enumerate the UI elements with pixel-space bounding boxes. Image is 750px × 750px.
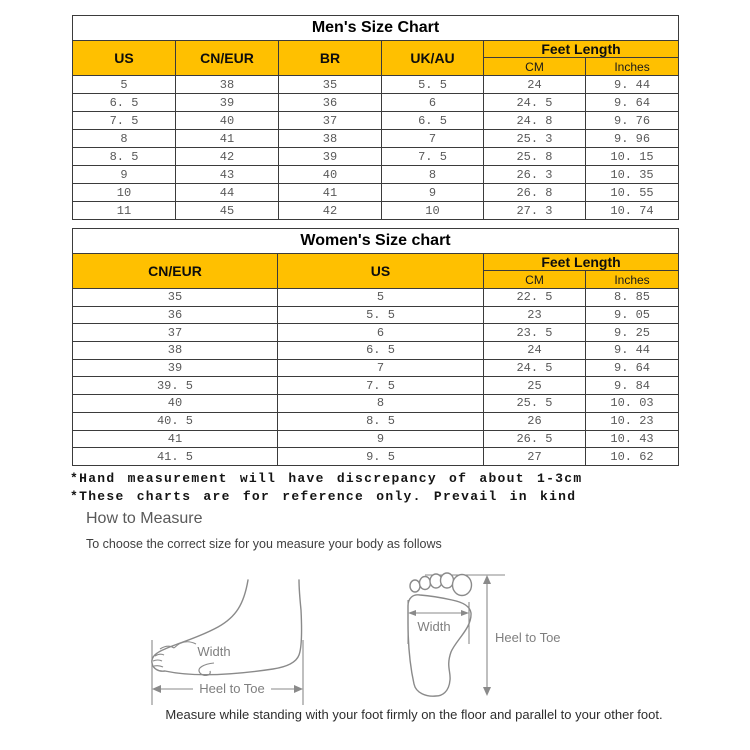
table-cell: 7. 5 bbox=[278, 377, 484, 395]
table-cell: 8 bbox=[73, 130, 176, 148]
womens-col-us: US bbox=[278, 254, 484, 289]
table-row bbox=[73, 76, 679, 94]
table-cell: 11 bbox=[73, 202, 176, 220]
table-cell: 5 bbox=[278, 289, 484, 307]
table-row bbox=[73, 130, 679, 148]
table-cell: 26. 5 bbox=[484, 430, 586, 448]
table-cell: 41 bbox=[176, 130, 279, 148]
mens-table-body bbox=[73, 76, 679, 220]
table-cell: 8. 5 bbox=[73, 148, 176, 166]
mens-col-cm: CM bbox=[484, 58, 586, 76]
womens-chart-title: Women's Size chart bbox=[73, 229, 679, 254]
womens-col-cn-eur: CN/EUR bbox=[73, 254, 278, 289]
mens-size-table bbox=[72, 15, 679, 220]
side-width-label: Width bbox=[197, 644, 231, 659]
side-heel-to-toe-label: Heel to Toe bbox=[199, 681, 265, 696]
table-cell: 39 bbox=[279, 148, 382, 166]
table-cell: 10. 15 bbox=[586, 148, 679, 166]
foot-sole-outline-icon bbox=[408, 595, 471, 696]
table-cell: 38 bbox=[73, 342, 278, 360]
arrowhead-right-icon bbox=[294, 685, 303, 693]
table-cell: 24 bbox=[484, 342, 586, 360]
table-cell: 8. 85 bbox=[586, 289, 679, 307]
table-cell: 25. 8 bbox=[484, 148, 586, 166]
mens-col-inches: Inches bbox=[586, 58, 679, 76]
table-cell: 24. 8 bbox=[484, 112, 586, 130]
table-row bbox=[73, 412, 679, 430]
table-cell: 26. 8 bbox=[484, 184, 586, 202]
notes-block bbox=[70, 470, 582, 506]
table-cell: 9 bbox=[278, 430, 484, 448]
sole-heel-to-toe-label: Heel to Toe bbox=[495, 630, 561, 645]
sole-arrowhead-top-icon bbox=[483, 575, 491, 584]
table-cell: 41 bbox=[73, 430, 278, 448]
table-cell: 39 bbox=[176, 94, 279, 112]
sole-arrowhead-bottom-icon bbox=[483, 687, 491, 696]
table-cell: 38 bbox=[279, 130, 382, 148]
womens-col-feet-length: Feet Length bbox=[484, 254, 679, 271]
table-cell: 25. 5 bbox=[484, 395, 586, 413]
table-cell: 10 bbox=[73, 184, 176, 202]
table-cell: 39 bbox=[73, 359, 278, 377]
table-cell: 10. 55 bbox=[586, 184, 679, 202]
table-cell: 25 bbox=[484, 377, 586, 395]
instep-arc-icon bbox=[174, 642, 196, 648]
table-cell: 6 bbox=[278, 324, 484, 342]
table-row bbox=[73, 112, 679, 130]
table-row bbox=[73, 324, 679, 342]
table-row bbox=[73, 184, 679, 202]
note-reference-only: *These charts are for reference only. Prevail in kind bbox=[70, 489, 577, 504]
table-row bbox=[73, 202, 679, 220]
table-cell: 5. 5 bbox=[382, 76, 484, 94]
table-cell: 9. 44 bbox=[586, 342, 679, 360]
how-to-measure-subtitle: To choose the correct size for you measure your body as follows bbox=[86, 537, 442, 551]
table-cell: 26. 3 bbox=[484, 166, 586, 184]
table-cell: 7 bbox=[278, 359, 484, 377]
table-row bbox=[73, 166, 679, 184]
table-cell: 44 bbox=[176, 184, 279, 202]
big-toe-icon bbox=[453, 575, 472, 596]
measure-caption: Measure while standing with your foot firmly on the floor and parallel to your other foot. bbox=[165, 707, 663, 722]
table-cell: 7. 5 bbox=[73, 112, 176, 130]
table-cell: 42 bbox=[279, 202, 382, 220]
table-row bbox=[73, 289, 679, 307]
table-cell: 40. 5 bbox=[73, 412, 278, 430]
table-cell: 38 bbox=[176, 76, 279, 94]
womens-size-table bbox=[72, 228, 679, 466]
table-cell: 9. 5 bbox=[278, 448, 484, 466]
table-cell: 37 bbox=[73, 324, 278, 342]
table-cell: 9. 44 bbox=[586, 76, 679, 94]
table-cell: 42 bbox=[176, 148, 279, 166]
second-toe-icon bbox=[441, 573, 454, 588]
mens-col-uk-au: UK/AU bbox=[382, 41, 484, 76]
womens-chart-title-row bbox=[73, 229, 679, 254]
table-cell: 23. 5 bbox=[484, 324, 586, 342]
table-cell: 40 bbox=[176, 112, 279, 130]
table-row bbox=[73, 148, 679, 166]
mens-col-br: BR bbox=[279, 41, 382, 76]
table-row bbox=[73, 94, 679, 112]
foot-sole-view-diagram bbox=[378, 556, 568, 706]
table-cell: 6. 5 bbox=[73, 94, 176, 112]
table-row bbox=[73, 306, 679, 324]
note-hand-measurement: *Hand measurement will have discrepancy of about 1-3cm bbox=[70, 471, 583, 486]
table-cell: 9. 05 bbox=[586, 306, 679, 324]
table-cell: 36 bbox=[279, 94, 382, 112]
mens-chart-title: Men's Size Chart bbox=[73, 16, 679, 41]
table-cell: 41 bbox=[279, 184, 382, 202]
table-cell: 9. 25 bbox=[586, 324, 679, 342]
ball-swirl-icon bbox=[199, 663, 214, 675]
table-cell: 8. 5 bbox=[278, 412, 484, 430]
table-cell: 10. 23 bbox=[586, 412, 679, 430]
table-row bbox=[73, 448, 679, 466]
table-cell: 39. 5 bbox=[73, 377, 278, 395]
table-cell: 35 bbox=[73, 289, 278, 307]
table-cell: 27. 3 bbox=[484, 202, 586, 220]
table-cell: 5 bbox=[73, 76, 176, 94]
table-cell: 10. 35 bbox=[586, 166, 679, 184]
table-row bbox=[73, 430, 679, 448]
table-cell: 24. 5 bbox=[484, 359, 586, 377]
table-cell: 6. 5 bbox=[278, 342, 484, 360]
table-cell: 9. 96 bbox=[586, 130, 679, 148]
table-cell: 26 bbox=[484, 412, 586, 430]
table-cell: 9. 64 bbox=[586, 94, 679, 112]
mens-col-cn-eur: CN/EUR bbox=[176, 41, 279, 76]
how-to-measure-heading: How to Measure bbox=[86, 510, 203, 527]
table-cell: 37 bbox=[279, 112, 382, 130]
table-row bbox=[73, 359, 679, 377]
table-cell: 10. 74 bbox=[586, 202, 679, 220]
table-cell: 9. 76 bbox=[586, 112, 679, 130]
table-cell: 45 bbox=[176, 202, 279, 220]
table-cell: 10. 43 bbox=[586, 430, 679, 448]
table-cell: 7. 5 bbox=[382, 148, 484, 166]
table-row bbox=[73, 395, 679, 413]
table-cell: 7 bbox=[382, 130, 484, 148]
table-cell: 6. 5 bbox=[382, 112, 484, 130]
table-cell: 22. 5 bbox=[484, 289, 586, 307]
table-cell: 24 bbox=[484, 76, 586, 94]
table-cell: 10 bbox=[382, 202, 484, 220]
table-cell: 40 bbox=[73, 395, 278, 413]
table-cell: 9. 84 bbox=[586, 377, 679, 395]
table-cell: 40 bbox=[279, 166, 382, 184]
table-cell: 27 bbox=[484, 448, 586, 466]
table-cell: 23 bbox=[484, 306, 586, 324]
fourth-toe-icon bbox=[420, 577, 431, 590]
womens-col-cm: CM bbox=[484, 271, 586, 289]
womens-col-inches: Inches bbox=[586, 271, 679, 289]
arrowhead-left-icon bbox=[152, 685, 161, 693]
table-cell: 10. 03 bbox=[586, 395, 679, 413]
table-cell: 8 bbox=[278, 395, 484, 413]
table-cell: 35 bbox=[279, 76, 382, 94]
table-cell: 9 bbox=[382, 184, 484, 202]
table-cell: 9 bbox=[73, 166, 176, 184]
table-row bbox=[73, 377, 679, 395]
table-cell: 41. 5 bbox=[73, 448, 278, 466]
foot-side-view-diagram bbox=[138, 560, 343, 710]
mens-chart-title-row bbox=[73, 16, 679, 41]
pinky-toe-icon bbox=[410, 580, 420, 592]
table-cell: 6 bbox=[382, 94, 484, 112]
table-cell: 25. 3 bbox=[484, 130, 586, 148]
table-cell: 10. 62 bbox=[586, 448, 679, 466]
mens-col-us: US bbox=[73, 41, 176, 76]
table-cell: 43 bbox=[176, 166, 279, 184]
sole-width-label: Width bbox=[417, 619, 451, 634]
table-cell: 5. 5 bbox=[278, 306, 484, 324]
mens-col-feet-length: Feet Length bbox=[484, 41, 679, 58]
table-cell: 9. 64 bbox=[586, 359, 679, 377]
womens-table-body bbox=[73, 289, 679, 466]
foot-side-outline-icon bbox=[152, 580, 302, 675]
table-row bbox=[73, 342, 679, 360]
table-cell: 8 bbox=[382, 166, 484, 184]
table-cell: 24. 5 bbox=[484, 94, 586, 112]
table-cell: 36 bbox=[73, 306, 278, 324]
